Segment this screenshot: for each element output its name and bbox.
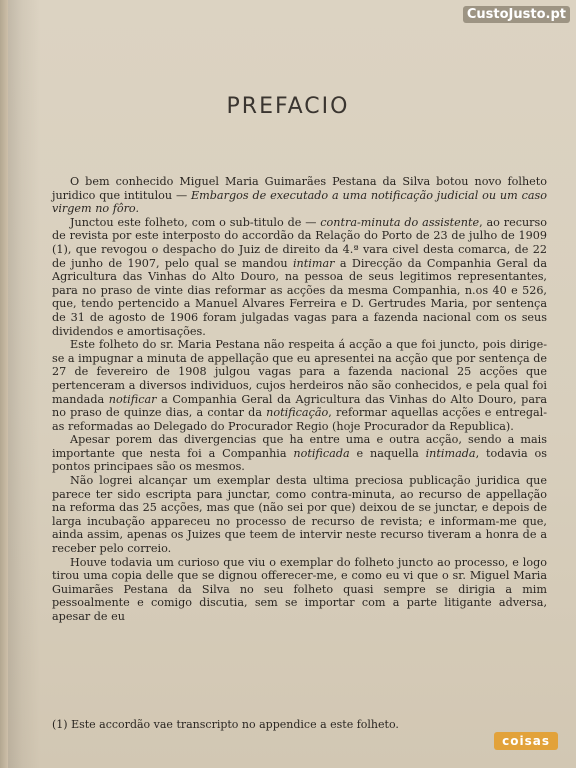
paragraph-3: Este folheto do sr. Maria Pestana não respeita á acção a que foi juncto, pois dirige-se a impugnar a minuta de appellação que eu apresentei na acção que por sentença de 27 de fevereiro de 1908 julgou vagas para a fazenda nacional 25 acções que pertenceram a diversos individuos, cujos herdeiros não são conhecidos, e pela qual foi mandada notificar a Companhia Geral da Agricultura das Vinhas do Alto Douro, para no praso de quinze dias, a contar da notificação, reformar aquellas acções e entregal-as reformadas ao Delegado do Procurador Regio (hoje Procurador da Republica). xyxy=(52,338,548,433)
footnote: (1) Este accordão vae transcripto no appendice a este folheto. xyxy=(52,718,399,731)
paragraph-2: Junctou este folheto, com o sub-titulo de — contra-minuta do assistente, ao recurso de revista por este interposto do accordão da Relação do Porto de 23 de julho de 1909 (1), que revogou o despacho do Juiz de direito da 4.ª vara civel desta comarca, de 22 de junho de 1907, pelo qual se mandou intimar a Direcção da Companhia Geral da Agricultura das Vinhas do Alto Douro, na pessoa de seus legitimos representantes, para no praso de vinte dias reformar as acções da mesma Companhia, n.os 40 e 526, que, tendo pertencido a Manuel Alvares Ferreira e D. Gertrudes Maria, por sentença de 31 de agosto de 1906 foram julgadas vagas para a fazenda nacional com os seus dividendos e amortisações. xyxy=(52,215,547,338)
body-text xyxy=(52,175,547,624)
paragraph-1: O bem conhecido Miguel Maria Guimarães Pestana da Silva botou novo folheto juridico que intitulou — Embargos de executado a uma notificação judicial ou um caso virgem no fôro. xyxy=(52,175,548,216)
site-watermark: CustoJusto.pt xyxy=(463,6,570,23)
paragraph-5: Não logrei alcançar um exemplar desta ultima preciosa publicação juridica que parece ter sido escripta para junctar, como contra-minuta, ao recurso de appellação na reforma das 25 acções, mas que (não sei por que) deixou de se junctar, e depois de larga incubação appareceu no processo de recurso de revista; e informam-me que, ainda assim, apenas os Juizes que teem de intervir neste recurso tiveram a honra de a receber pelo correio. xyxy=(52,474,547,556)
paragraph-4: Apesar porem das divergencias que ha entre uma e outra acção, sendo a mais importante que nesta foi a Companhia notificada e naquella intimada, todavia os pontos principaes são os mesmos. xyxy=(52,433,547,474)
page-title: PREFACIO xyxy=(226,94,350,119)
paragraph-6: Houve todavia um curioso que viu o exemplar do folheto juncto ao processo, e logo tirou uma copia delle que se dignou offerecer-me, e como eu vi que o sr. Miguel Maria Guimarães Pestana da Silva no seu folheto quasi sempre se dirigia a mim pessoalmente e comigo discutia, sem se importar com a parte litigante adversa, apesar de eu xyxy=(52,555,547,623)
coisas-badge: coisas xyxy=(494,732,558,750)
